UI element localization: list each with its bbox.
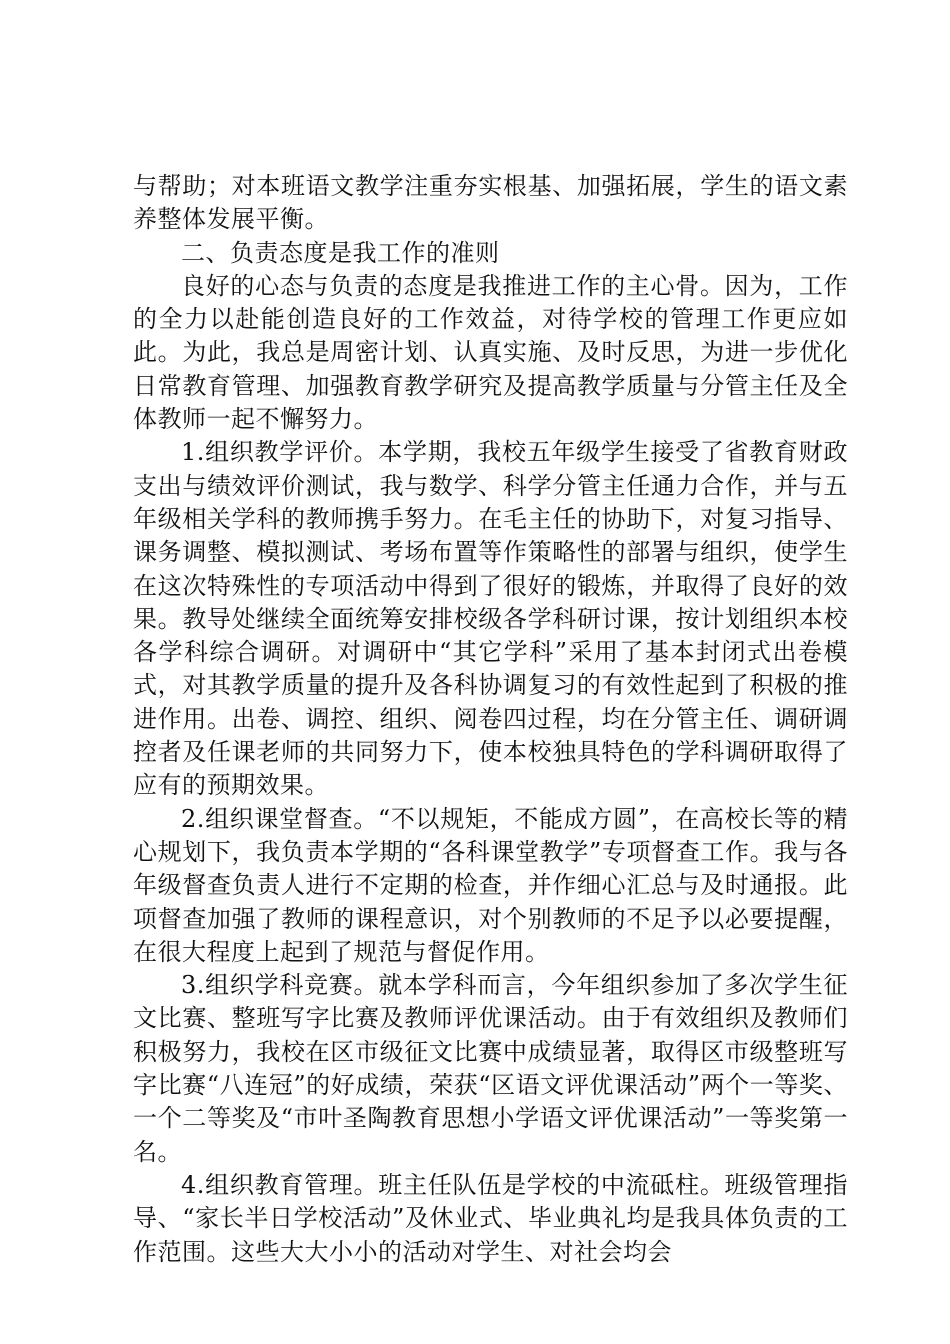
paragraph-continuation: 与帮助；对本班语文教学注重夯实根基、加强拓展，学生的语文素养整体发展平衡。 [133,172,848,234]
section-heading: 二、负责态度是我工作的准则 [181,238,500,267]
document-body [133,170,848,1269]
paragraph-item-4: 4.组织教育管理。班主任队伍是学校的中流砥柱。班级管理指导、“家长半日学校活动”及休业式、毕业典礼均是我具体负责的工作范围。这些大大小小的活动对学生、对社会均会 [133,1170,848,1266]
paragraph-intro: 良好的心态与负责的态度是我推进工作的主心骨。因为，工作的全力以赴能创造良好的工作效益，对待学校的管理工作更应如此。为此，我总是周密计划、认真实施、及时反思，为进一步优化日常教育管理、加强教育教学研究及提高教学质量与分管主任及全体教师一起不懈努力。 [133,271,848,434]
paragraph-item-3: 3.组织学科竞赛。就本学科而言，今年组织参加了多次学生征文比赛、整班写字比赛及教师评优课活动。由于有效组织及教师们积极努力，我校在区市级征文比赛中成绩显著，取得区市级整班写字比赛“八连冠”的好成绩，荣获“区语文评优课活动”两个一等奖、一个二等奖及“市叶圣陶教育思想小学语文评优课活动”一等奖第一名。 [133,971,848,1166]
paragraph-item-2: 2.组织课堂督查。“不以规矩，不能成方圆”，在高校长等的精心规划下，我负责本学期的“各科课堂教学”专项督查工作。我与各年级督查负责人进行不定期的检查，并作细心汇总与及时通报。此项督查加强了教师的课程意识，对个别教师的不足予以必要提醒，在很大程度上起到了规范与督促作用。 [133,804,848,966]
paragraph-item-1: 1.组织教学评价。本学期，我校五年级学生接受了省教育财政支出与绩效评价测试，我与数学、科学分管主任通力合作，并与五年级相关学科的教师携手努力。在毛主任的协助下，对复习指导、课务调整、模拟测试、考场布置等作策略性的部署与组织，使学生在这次特殊性的专项活动中得到了很好的锻炼，并取得了良好的效果。教导处继续全面统筹安排校级各学科研讨课，按计划组织本校各学科综合调研。对调研中“其它学科”采用了基本封闭式出卷模式，对其教学质量的提升及各科协调复习的有效性起到了积极的推进作用。出卷、调控、组织、阅卷四过程，均在分管主任、调研调控者及任课老师的共同努力下，使本校独具特色的学科调研取得了应有的预期效果。 [133,438,848,800]
